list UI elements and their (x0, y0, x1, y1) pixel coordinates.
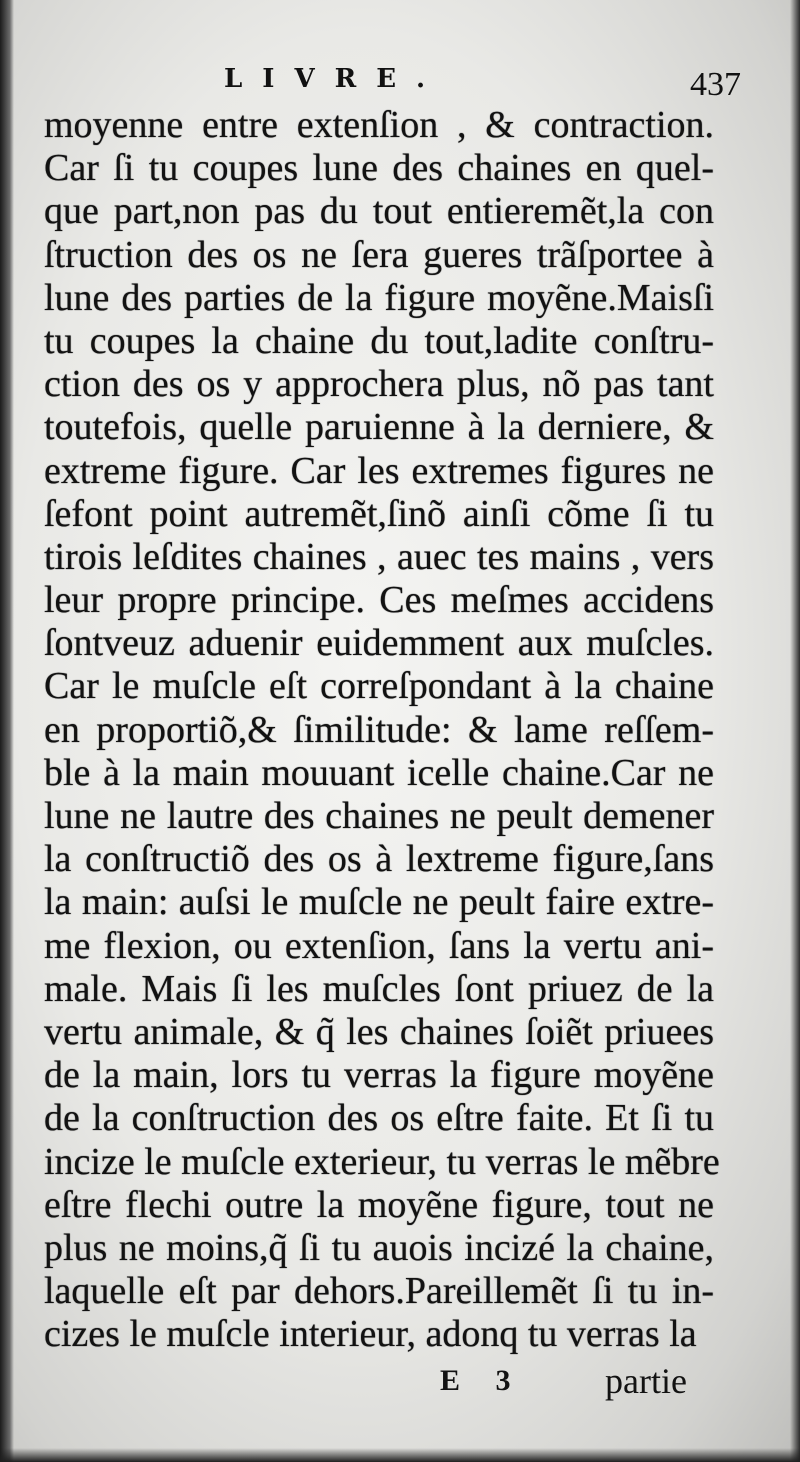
signature-mark: E 3 (440, 1364, 525, 1397)
text-line: vertu animale, & q̃ les chaines ſoiẽt priuees (44, 1010, 714, 1053)
text-line: male. Mais ſi les muſcles ſont priuez de la (44, 967, 714, 1010)
text-line: moyenne entre extenſion , & contraction. (44, 104, 714, 146)
text-line: Car ſi tu coupes lune des chaines en quel- (44, 147, 714, 190)
page-edge-bottom (0, 1448, 800, 1462)
text-line: Car le muſcle eſt correſpondant à la chaine (44, 665, 714, 708)
text-line: me flexion, ou extenſion, ſans la vertu ani- (44, 924, 714, 967)
page-edge-right (790, 0, 800, 1462)
catchword: partie (605, 1361, 687, 1401)
text-line: lune des parties de la figure moyẽne.Maisſi (44, 276, 714, 319)
text-line: en proportiõ,& ſimilitude: & lame reſſem- (44, 708, 714, 751)
text-line: leur propre principe. Ces meſmes accidens (44, 579, 714, 622)
text-line: cizes le muſcle interieur, adonq tu verras la (44, 1313, 697, 1356)
running-head: LIVRE. (224, 64, 446, 94)
page-number: 437 (690, 66, 741, 103)
text-line: toutefois, quelle paruienne à la derniere, & (44, 406, 714, 449)
text-line: tirois leſdites chaines , auec tes mains , vers (44, 535, 714, 578)
text-line: plus ne moins,q̃ ſi tu auois incizé la chaine, (44, 1226, 714, 1269)
text-line: la conſtructiõ des os à lextreme figure,ſans (44, 838, 714, 881)
text-line: de la conſtruction des os eſtre faite. Et ſi tu (44, 1097, 714, 1140)
text-line: ſefont point autremẽt,ſinõ ainſi cõme ſi tu (44, 492, 714, 535)
body-text (44, 104, 720, 1356)
text-line: lune ne lautre des chaines ne peult demener (44, 795, 714, 837)
text-line: de la main, lors tu verras la figure moyẽne (44, 1054, 714, 1097)
text-line: extreme figure. Car les extremes figures ne (44, 449, 714, 492)
text-line: eſtre flechi outre la moyẽne figure, tout ne (44, 1183, 714, 1226)
text-line: tu coupes la chaine du tout,ladite conſtru- (44, 319, 714, 362)
page-edge-left (0, 0, 14, 1462)
page-footer (0, 1361, 800, 1404)
text-line: incize le muſcle exterieur, tu verras le mẽbre (44, 1140, 720, 1183)
text-line: ction des os y approchera plus, nõ pas tant (44, 363, 714, 406)
text-line: la main: auſsi le muſcle ne peult faire extre- (44, 881, 714, 924)
text-line: ble à la main mouuant icelle chaine.Car ne (44, 751, 714, 794)
text-line: que part,non pas du tout entieremẽt,la con (44, 190, 714, 233)
text-line: laquelle eſt par dehors.Pareillemẽt ſi tu in- (44, 1270, 714, 1313)
text-line: ſontveuz aduenir euidemment aux muſcles. (44, 622, 714, 665)
text-line: ſtruction des os ne ſera gueres trãſportee à (44, 233, 714, 276)
